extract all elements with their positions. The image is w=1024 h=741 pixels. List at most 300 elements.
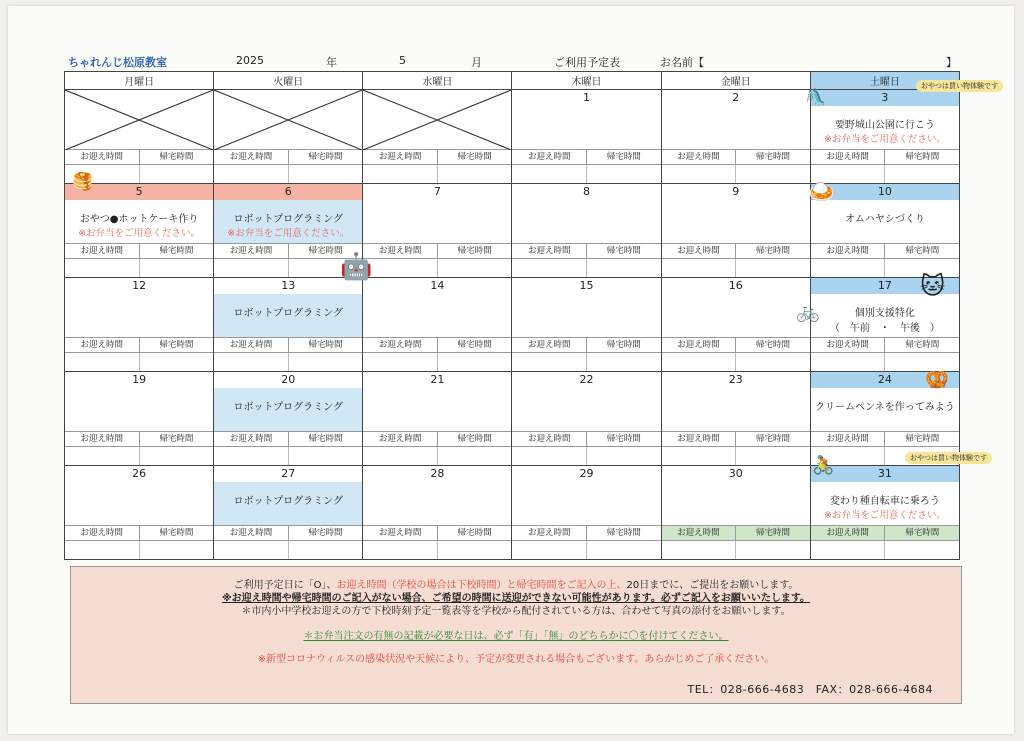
weekday-wed: 水曜日 [363, 72, 512, 90]
home-time-label: 帰宅時間 [905, 340, 940, 350]
day-cell[interactable] [363, 90, 512, 184]
day-number: 1 [583, 91, 591, 104]
unavailable-cross-icon [65, 90, 213, 150]
time-entry-fields[interactable] [363, 353, 511, 371]
home-time-label: 帰宅時間 [308, 434, 343, 444]
pickup-time-field[interactable] [363, 165, 438, 183]
day-number: 24 [811, 372, 959, 388]
pickup-time-label: お迎え時間 [214, 432, 289, 446]
home-time-label: 帰宅時間 [905, 528, 940, 538]
pickup-time-field[interactable] [662, 353, 737, 371]
pickup-time-field[interactable] [65, 353, 140, 371]
pickup-time-field[interactable] [363, 353, 438, 371]
time-labels [65, 149, 213, 165]
day-cell[interactable] [363, 184, 512, 278]
note-line-5: ※新型コロナウィルスの感染状況や天候により、予定が変更される場合もございます。あらかじめご了承ください。 [257, 654, 775, 665]
weekday-fri: 金曜日 [661, 72, 810, 90]
time-entry-fields[interactable] [65, 541, 213, 559]
day-number: 2 [732, 91, 740, 104]
half-day-choice[interactable]: （ 午前 ・ 午後 ） [829, 323, 940, 334]
pickup-time-label: お迎え時間 [662, 150, 737, 164]
time-labels [811, 525, 959, 541]
time-entry-fields[interactable] [662, 353, 810, 371]
note-line-4: ＊お弁当注文の有無の記載が必要な日は、必ず「有」「無」のどちらかに〇を付けてください。 [303, 631, 729, 642]
pickup-time-field[interactable] [65, 541, 140, 559]
bento-note: ※お弁当をご用意ください。 [227, 228, 350, 239]
day-cell[interactable] [363, 372, 512, 466]
home-time-label: 帰宅時間 [159, 152, 194, 162]
day-event-area [363, 294, 511, 337]
day-cell[interactable] [512, 278, 661, 372]
week-row [65, 278, 960, 372]
day-event-area [363, 200, 511, 243]
day-cell[interactable] [661, 372, 810, 466]
home-time-label: 帰宅時間 [159, 340, 194, 350]
week-row [65, 466, 960, 560]
event-label: ロボットプログラミング [233, 496, 343, 507]
day-number: 8 [583, 185, 591, 198]
pickup-time-field[interactable] [214, 447, 289, 465]
unavailable-cross-icon [363, 90, 511, 150]
day-event-area [662, 388, 810, 431]
home-time-field[interactable] [140, 447, 214, 465]
time-labels [363, 525, 511, 541]
time-entry-fields[interactable] [662, 447, 810, 465]
day-cell[interactable] [810, 90, 959, 184]
day-event-area [65, 482, 213, 525]
home-time-label: 帰宅時間 [457, 246, 492, 256]
time-entry-fields[interactable] [65, 353, 213, 371]
day-number: 10 [811, 184, 959, 200]
home-time-label: 帰宅時間 [159, 246, 194, 256]
day-event-area [65, 200, 213, 243]
day-number: 12 [132, 279, 147, 292]
event-label: オムハヤシづくり [844, 214, 925, 225]
home-time-label: 帰宅時間 [457, 152, 492, 162]
time-entry-fields[interactable] [512, 541, 660, 559]
pickup-time-field[interactable] [65, 259, 140, 277]
pickup-time-field[interactable] [512, 353, 587, 371]
day-event-area [811, 482, 959, 525]
day-event-area [214, 200, 362, 243]
time-entry-fields[interactable] [214, 541, 362, 559]
home-time-field[interactable] [438, 259, 512, 277]
home-time-field[interactable] [140, 353, 214, 371]
day-event-area [811, 388, 959, 431]
day-cell[interactable] [512, 466, 661, 560]
notes-box [70, 566, 962, 704]
pickup-time-field[interactable] [512, 541, 587, 559]
pickup-time-label: お迎え時間 [65, 526, 140, 540]
weekday-thu: 木曜日 [512, 72, 661, 90]
time-labels [214, 431, 362, 447]
home-time-field[interactable] [587, 353, 661, 371]
home-time-field[interactable] [289, 447, 363, 465]
pickup-time-field[interactable] [811, 353, 886, 371]
home-time-label: 帰宅時間 [159, 434, 194, 444]
day-event-area [214, 294, 362, 337]
day-cell[interactable] [65, 90, 214, 184]
slide-icon: 🛝 [805, 88, 827, 108]
time-entry-fields[interactable] [662, 541, 810, 559]
event-label: 変わり種自転車に乗ろう [829, 496, 940, 507]
time-labels [811, 337, 959, 353]
week-row [65, 372, 960, 466]
pickup-time-label: お迎え時間 [214, 526, 289, 540]
time-labels [662, 431, 810, 447]
weekday-row [65, 72, 960, 90]
home-time-label: 帰宅時間 [606, 246, 641, 256]
pickup-time-label: お迎え時間 [811, 526, 886, 540]
home-time-label: 帰宅時間 [606, 434, 641, 444]
snack-badge-3: おやつは買い物体験です [916, 80, 1003, 92]
pickup-time-field[interactable] [214, 541, 289, 559]
home-time-label: 帰宅時間 [606, 340, 641, 350]
event-label: おやつ●ホットケーキ作り [79, 214, 199, 225]
pickup-time-label: お迎え時間 [512, 244, 587, 258]
month: 5 [399, 54, 406, 67]
home-time-field[interactable] [736, 541, 810, 559]
home-time-label: 帰宅時間 [755, 434, 790, 444]
event-label: ロボットプログラミング [233, 308, 343, 319]
day-number: 7 [433, 185, 441, 198]
pickup-time-field[interactable] [214, 165, 289, 183]
day-event-area [65, 294, 213, 337]
pickup-time-label: お迎え時間 [662, 338, 737, 352]
snack-badge-31: おやつは買い物体験です [905, 452, 992, 464]
day-number: 23 [728, 373, 743, 386]
time-labels [811, 243, 959, 259]
time-entry-fields[interactable] [662, 165, 810, 183]
day-event-area [811, 106, 959, 149]
note-1a: ご利用予定日に「O」、 [233, 580, 337, 591]
day-number: 9 [732, 185, 740, 198]
home-time-label: 帰宅時間 [606, 152, 641, 162]
weekday-sat: 土曜日 [810, 72, 959, 90]
penne-icon: 🥨 [925, 369, 949, 391]
day-event-area [512, 482, 660, 525]
day-number: 16 [728, 279, 743, 292]
day-number: 19 [132, 373, 147, 386]
time-labels [214, 525, 362, 541]
time-labels [512, 243, 660, 259]
day-cell[interactable] [810, 466, 959, 560]
home-time-field[interactable] [736, 353, 810, 371]
day-cell[interactable] [65, 466, 214, 560]
bento-note: ※お弁当をご用意ください。 [823, 134, 946, 145]
time-labels [214, 337, 362, 353]
pickup-time-field[interactable] [363, 541, 438, 559]
home-time-label: 帰宅時間 [457, 434, 492, 444]
day-event-area [512, 200, 660, 243]
time-entry-fields[interactable] [512, 447, 660, 465]
day-event-area [363, 482, 511, 525]
pickup-time-label: お迎え時間 [65, 150, 140, 164]
pickup-time-label: お迎え時間 [662, 244, 737, 258]
event-label: ロボットプログラミング [233, 402, 343, 413]
time-entry-fields[interactable] [512, 353, 660, 371]
note-1c: 20日までに、ご提出をお願いします。 [626, 580, 799, 591]
time-labels [662, 525, 810, 541]
day-event-area [512, 388, 660, 431]
pickup-time-label: お迎え時間 [811, 432, 886, 446]
day-number: 21 [430, 373, 445, 386]
day-cell[interactable] [661, 466, 810, 560]
time-labels [662, 243, 810, 259]
pickup-time-label: お迎え時間 [363, 526, 438, 540]
time-labels [363, 243, 511, 259]
day-number: 31 [811, 466, 959, 482]
time-labels [662, 149, 810, 165]
day-event-area [811, 200, 959, 243]
time-entry-fields[interactable] [214, 447, 362, 465]
home-time-field[interactable] [140, 541, 214, 559]
year-unit: 年 [326, 56, 337, 69]
home-time-field[interactable] [438, 447, 512, 465]
pickup-time-field[interactable] [65, 447, 140, 465]
pickup-time-label: お迎え時間 [512, 432, 587, 446]
pickup-time-label: お迎え時間 [512, 338, 587, 352]
time-entry-fields[interactable] [811, 541, 959, 559]
pickup-time-field[interactable] [214, 259, 289, 277]
day-cell[interactable] [65, 278, 214, 372]
time-labels [512, 525, 660, 541]
day-number: 29 [579, 467, 594, 480]
pickup-time-field[interactable] [662, 165, 737, 183]
time-entry-fields[interactable] [214, 353, 362, 371]
bento-note: ※お弁当をご用意ください。 [78, 228, 201, 239]
time-entry-fields[interactable] [214, 165, 362, 183]
day-cell[interactable] [214, 278, 363, 372]
pickup-time-label: お迎え時間 [512, 526, 587, 540]
day-cell[interactable] [363, 278, 512, 372]
day-cell[interactable] [661, 184, 810, 278]
day-cell[interactable] [214, 372, 363, 466]
calendar-table [64, 71, 960, 560]
day-number: 13 [281, 279, 296, 292]
pickup-time-label: お迎え時間 [214, 150, 289, 164]
time-labels [811, 431, 959, 447]
day-event-area [512, 106, 660, 149]
day-number: 15 [579, 279, 594, 292]
pickup-time-label: お迎え時間 [363, 244, 438, 258]
pickup-time-label: お迎え時間 [811, 244, 886, 258]
weekday-tue: 火曜日 [214, 72, 363, 90]
omelet-icon: 🍛 [808, 180, 836, 205]
day-event-area [214, 388, 362, 431]
home-time-field[interactable] [587, 447, 661, 465]
home-time-field[interactable] [140, 259, 214, 277]
note-line-3: ＊市内小中学校お迎えの方で下校時刻予定一覧表等を学校から配付されている方は、合わせて写真の添付をお願いします。 [241, 606, 791, 617]
day-cell[interactable] [214, 90, 363, 184]
pickup-time-label: お迎え時間 [662, 432, 737, 446]
pickup-time-field[interactable] [512, 447, 587, 465]
month-unit: 月 [471, 56, 482, 69]
pickup-time-field[interactable] [662, 259, 737, 277]
home-time-field[interactable] [438, 165, 512, 183]
pickup-time-field[interactable] [662, 541, 737, 559]
home-time-label: 帰宅時間 [755, 340, 790, 350]
day-event-area [811, 294, 959, 337]
time-labels [363, 149, 511, 165]
time-labels [662, 337, 810, 353]
day-cell[interactable] [65, 184, 214, 278]
tandem-bike-icon: 🚴 [812, 455, 835, 476]
time-entry-fields[interactable] [512, 259, 660, 277]
home-time-field[interactable] [140, 165, 214, 183]
event-label: 要野城山公園に行こう [834, 120, 935, 131]
bento-note: ※お弁当をご用意ください。 [823, 510, 946, 521]
day-number: 22 [579, 373, 594, 386]
bicycle-icon: 🚲 [796, 301, 820, 323]
note-line-2: ※お迎え時間や帰宅時間のご記入がない場合、ご希望の時間に送迎ができない可能性があります。必ずご記入をお願いいたします。 [221, 593, 811, 604]
home-time-label: 帰宅時間 [905, 434, 940, 444]
header-bar [66, 50, 960, 70]
event-label: 個別支援特化 [854, 308, 915, 319]
home-time-label: 帰宅時間 [308, 340, 343, 350]
pickup-time-label: お迎え時間 [363, 150, 438, 164]
pickup-time-field[interactable] [811, 541, 886, 559]
day-event-area [512, 294, 660, 337]
cat-icon: 🐱 [920, 272, 946, 300]
time-labels [65, 525, 213, 541]
day-event-area [662, 482, 810, 525]
pickup-time-field[interactable] [811, 259, 886, 277]
name-label: お名前【 [660, 56, 704, 69]
home-time-label: 帰宅時間 [755, 528, 790, 538]
time-labels [512, 337, 660, 353]
time-entry-fields[interactable] [363, 541, 511, 559]
pickup-time-field[interactable] [214, 353, 289, 371]
name-close: 】 [946, 56, 957, 69]
home-time-field[interactable] [289, 165, 363, 183]
time-entry-fields[interactable] [65, 259, 213, 277]
day-cell[interactable] [363, 466, 512, 560]
time-labels [214, 149, 362, 165]
home-time-field[interactable] [885, 165, 959, 183]
pickup-time-label: お迎え時間 [512, 150, 587, 164]
time-labels [363, 337, 511, 353]
day-number: 3 [811, 90, 959, 106]
day-cell[interactable] [661, 90, 810, 184]
day-number: 17 [811, 278, 959, 294]
time-labels [65, 337, 213, 353]
day-number: 30 [728, 467, 743, 480]
day-number: 14 [430, 279, 445, 292]
time-labels [811, 149, 959, 165]
home-time-label: 帰宅時間 [905, 152, 940, 162]
pickup-time-label: お迎え時間 [214, 338, 289, 352]
pickup-time-label: お迎え時間 [811, 338, 886, 352]
home-time-label: 帰宅時間 [308, 528, 343, 538]
note-1b: お迎え時間（学校の場合は下校時間）と帰宅時間をご記入の上、 [336, 580, 627, 591]
time-entry-fields[interactable] [512, 165, 660, 183]
day-event-area [65, 388, 213, 431]
home-time-label: 帰宅時間 [308, 246, 343, 256]
home-time-label: 帰宅時間 [905, 246, 940, 256]
time-labels [512, 149, 660, 165]
unavailable-cross-icon [214, 90, 362, 150]
day-number: 26 [132, 467, 147, 480]
time-entry-fields[interactable] [65, 447, 213, 465]
home-time-label: 帰宅時間 [755, 152, 790, 162]
home-time-field[interactable] [587, 259, 661, 277]
day-number: 28 [430, 467, 445, 480]
home-time-field[interactable] [736, 165, 810, 183]
day-event-area [662, 200, 810, 243]
day-number: 5 [65, 184, 213, 200]
day-number: 27 [281, 467, 296, 480]
school-name: ちゃれんじ松原教室 [68, 56, 167, 69]
form-title: ご利用予定表 [554, 56, 620, 69]
home-time-field[interactable] [736, 447, 810, 465]
day-cell[interactable] [65, 372, 214, 466]
time-labels [363, 431, 511, 447]
time-entry-fields[interactable] [363, 259, 511, 277]
home-time-label: 帰宅時間 [606, 528, 641, 538]
day-event-area [662, 294, 810, 337]
day-event-area [363, 388, 511, 431]
day-number: 6 [214, 184, 362, 200]
time-entry-fields[interactable] [363, 447, 511, 465]
day-cell[interactable] [512, 372, 661, 466]
weekday-mon: 月曜日 [65, 72, 214, 90]
pickup-time-field[interactable] [512, 165, 587, 183]
time-entry-fields[interactable] [662, 259, 810, 277]
home-time-field[interactable] [438, 541, 512, 559]
home-time-label: 帰宅時間 [457, 528, 492, 538]
pickup-time-label: お迎え時間 [363, 338, 438, 352]
home-time-field[interactable] [885, 541, 959, 559]
contact-numbers: TEL：028-666-4683 FAX：028-666-4684 [687, 683, 933, 696]
note-line-1 [71, 579, 961, 592]
year: 2025 [236, 54, 264, 67]
home-time-field[interactable] [587, 165, 661, 183]
pickup-time-label: お迎え時間 [214, 244, 289, 258]
pickup-time-label: お迎え時間 [65, 432, 140, 446]
pickup-time-label: お迎え時間 [65, 244, 140, 258]
pickup-time-label: お迎え時間 [65, 338, 140, 352]
home-time-field[interactable] [289, 541, 363, 559]
home-time-field[interactable] [587, 541, 661, 559]
home-time-label: 帰宅時間 [755, 246, 790, 256]
day-cell[interactable] [661, 278, 810, 372]
event-label: クリームペンネを作ってみよう [815, 402, 955, 413]
time-entry-fields[interactable] [363, 165, 511, 183]
pickup-time-label: お迎え時間 [662, 526, 737, 540]
time-labels [512, 431, 660, 447]
home-time-field[interactable] [438, 353, 512, 371]
home-time-label: 帰宅時間 [308, 152, 343, 162]
pickup-time-field[interactable] [363, 259, 438, 277]
home-time-label: 帰宅時間 [457, 340, 492, 350]
time-labels [65, 243, 213, 259]
home-time-field[interactable] [289, 353, 363, 371]
time-labels [65, 431, 213, 447]
home-time-label: 帰宅時間 [159, 528, 194, 538]
day-event-area [662, 106, 810, 149]
pickup-time-field[interactable] [363, 447, 438, 465]
day-cell[interactable] [512, 90, 661, 184]
day-cell[interactable] [214, 466, 363, 560]
robot-icon: 🤖 [340, 252, 373, 282]
home-time-field[interactable] [736, 259, 810, 277]
day-cell[interactable] [512, 184, 661, 278]
pancake-icon: 🥞 [72, 172, 94, 192]
pickup-time-field[interactable] [512, 259, 587, 277]
event-label: ロボットプログラミング [233, 214, 343, 225]
pickup-time-field[interactable] [662, 447, 737, 465]
